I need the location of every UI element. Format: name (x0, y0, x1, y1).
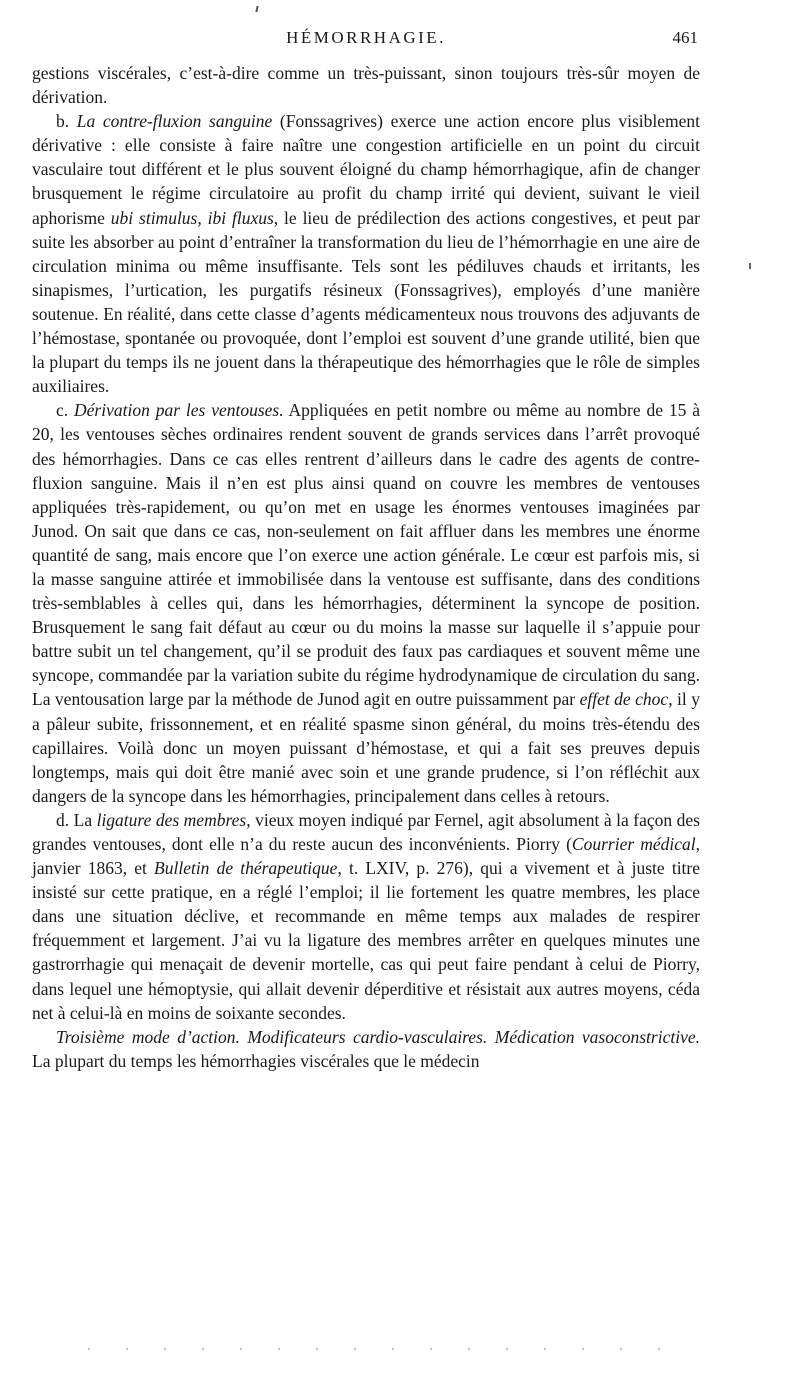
text-run: La plupart du temps les hémorrhagies viscérales que le médecin (32, 1050, 480, 1071)
stray-mark (749, 263, 751, 269)
paragraph-continuation (32, 61, 700, 109)
body-text (32, 61, 700, 1073)
italic-term: La contre-fluxion sanguine (76, 111, 273, 132)
italic-term: Courrier médical (571, 834, 696, 854)
paragraph-label: b. (56, 111, 70, 132)
paragraph-third-mode (32, 1025, 700, 1073)
page-number: 461 (672, 28, 698, 47)
text-run: (Fonssagrives) exerce une action encore plus visiblement dérivative : elle consiste à faire naître une congestion artificielle en un point du circuit vasculaire tout différent et le plus souvent éloigné du champ hémorrhagique, afin de changer brusquement le régime circulatoire au profit du champ irrité qui devient, suivant le vieil aphorisme (32, 111, 700, 228)
page-header (32, 0, 700, 52)
text-run: , vieux moyen indiqué par Fernel, agit absolument à la façon des grandes ventouses, dont elle n’a du reste aucun des inconvénients. Piorry ( (32, 809, 700, 854)
italic-term: ubi stimulus, ibi fluxus (110, 207, 274, 228)
text-run: , t. LXIV, p. 276), qui a vivement et à juste titre insisté sur cette pratique, en a réglé l’emploi; il lie fortement les quatre membres, les place dans une situation déclive, et recommande en même temps aux malades de respirer fréquemment et largement. J’ai vu la ligature des membres arrêter en quelques minutes une gastrorrhagie qui menaçait de devenir mortelle, cas qui peut faire pendant à celui de Piorry, dans lequel une hémoptysie, qui allait devenir déperditive et résistait aux autres moyens, céda net à celui-là en moins de soixante secondes. (32, 858, 701, 1023)
running-title: HÉMORRHAGIE. (286, 28, 446, 47)
italic-term: Dérivation par les ventouses. (74, 400, 284, 421)
italic-heading: Troisième mode d’action. Modificateurs cardio-vasculaires. Médication vasoconstrictive. (56, 1026, 700, 1047)
paragraph-b (32, 109, 700, 398)
text-run: , le lieu de prédilection des actions congestives, et peut par suite les absorber au point d’entraîner la transformation du lieu de l’hémorrhagie en une aire de circulation minima ou même insuffisante. Tels sont les pédiluves chauds et irritants, les sinapismes, l’urtication, les purgatifs résineux (Fonssagrives), employés d’une manière soutenue. En réalité, dans cette classe d’agents médicamenteux nous trouvons des adjuvants de l’hémostase, spontanée ou provoquée, dont l’emploi est souvent d’une grande utilité, bien que la plupart du temps ils ne jouent dans la thérapeutique des hémorrhagies que le rôle de simples auxiliaires. (32, 207, 700, 397)
text-run: gestions viscérales, c’est-à-dire comme un très-puissant, sinon toujours très-sûr moyen de dérivation. (32, 63, 700, 108)
text-run: Appliquées en petit nombre ou même au nombre de 15 à 20, les ventouses sèches ordinaires rendent souvent de grands services dans l’arrêt provoqué des hémorrhagies. Dans ce cas elles rentrent d’ailleurs dans le cadre des agents de contre-fluxion sanguine. Mais il n’en est plus ainsi quand on couvre les membres de ventouses appliquées très-rapidement, ou qu’on met en usage les énormes ventouses imaginées par Junod. On sait que dans ce cas, non-seulement on fait affluer dans les membres une énorme quantité de sang, mais encore que l’on exerce une action générale. Le cœur est parfois mis, si la masse sanguine attirée et immobilisée dans la ventouse est suffisante, dans des conditions très-semblables à celles qui, dans les hémorrhagies, déterminent la syncope de position. Brusquement le sang fait défaut au cœur ou du moins la masse sur laquelle il s’appuie pour battre subit un tel changement, qu’il se produit des faux pas cardiaques et souvent même une syncope, commandée par la variation subite du régime hydrodynamique de circulation du sang. La ventousation large par la méthode de Junod agit en outre puissamment par (32, 400, 701, 710)
italic-term: Bulletin de thérapeutique (154, 858, 338, 879)
paragraph-label: c. (56, 400, 69, 421)
bottom-print-artifacts (70, 1346, 670, 1352)
text-run: , janvier 1863, et (32, 834, 700, 879)
paragraph-label: d. (56, 809, 70, 830)
paragraph-c (32, 398, 700, 808)
italic-term: ligature des membres (96, 809, 247, 830)
paragraph-d (32, 808, 700, 1025)
text-run: La (69, 809, 97, 830)
text-run: , il y a pâleur subite, frissonnement, et en réalité spasme sinon général, du moins très-étendu des capillaires. Voilà donc un moyen puissant d’hémostase, et qui a fait ses preuves depuis longtemps, mais qui doit être manié avec soin et une grande prudence, si l’on réfléchit aux dangers de la syncope dans les hémorrhagies, principalement dans celles à retours. (32, 689, 700, 806)
book-page (32, 0, 700, 1073)
italic-term: effet de choc (579, 689, 669, 710)
